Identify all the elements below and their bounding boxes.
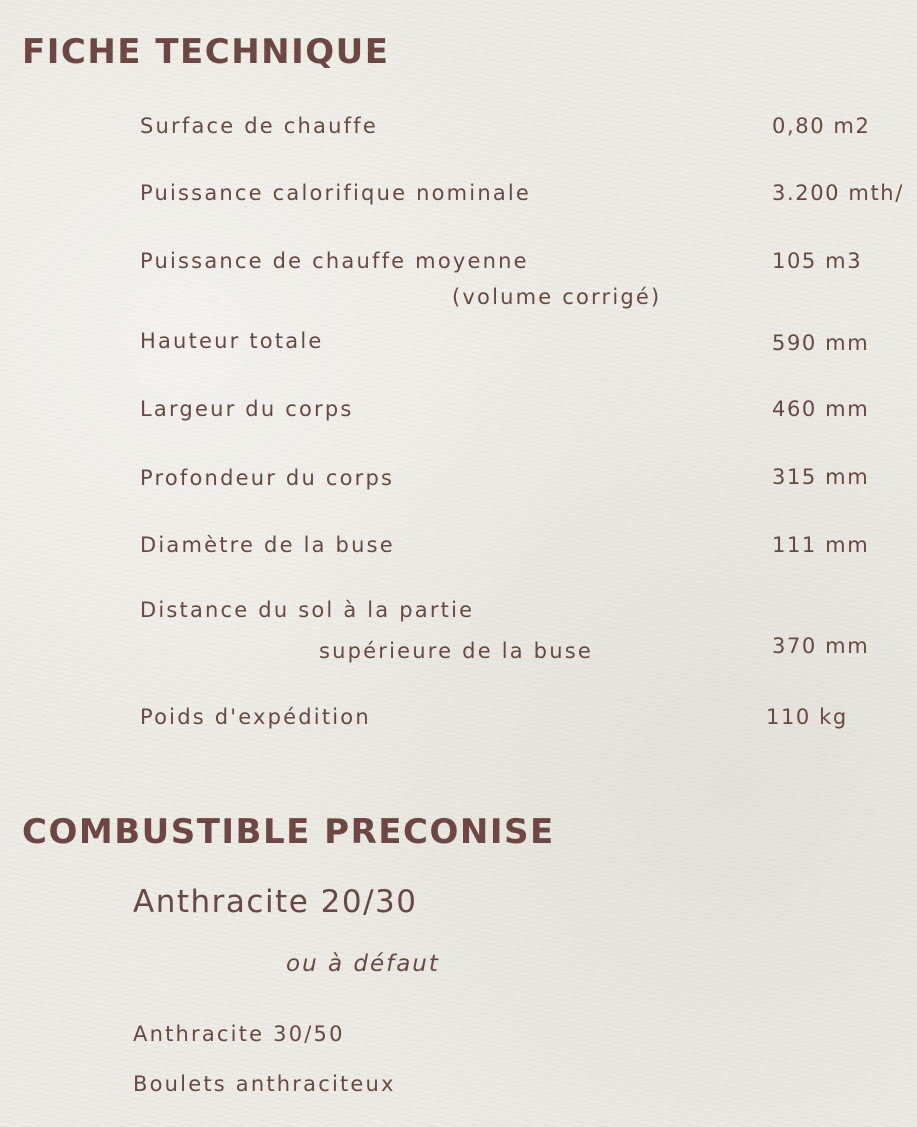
spec-value: 110 kg <box>766 705 848 729</box>
spec-sublabel: supérieure de la buse <box>319 639 593 663</box>
spec-value: 3.200 mth/ <box>772 181 904 205</box>
alternative-fuel: Anthracite 30/50 <box>133 1022 345 1046</box>
spec-value: 460 mm <box>772 397 870 421</box>
alternative-intro: ou à défaut <box>286 951 440 977</box>
spec-label: Poids d'expédition <box>140 705 371 729</box>
spec-value: 0,80 m2 <box>772 114 871 138</box>
spec-label: Puissance calorifique nominale <box>140 181 532 205</box>
spec-value: 590 mm <box>772 331 870 355</box>
combustible-heading: COMBUSTIBLE PRECONISE <box>22 812 555 852</box>
spec-label: Surface de chauffe <box>140 114 378 138</box>
spec-label: Distance du sol à la partie <box>140 598 475 622</box>
spec-label: Diamètre de la buse <box>140 533 395 557</box>
spec-label: Profondeur du corps <box>140 466 395 490</box>
spec-value: 105 m3 <box>772 249 863 273</box>
spec-value: 315 mm <box>772 465 870 489</box>
spec-label: Puissance de chauffe moyenne <box>140 249 529 273</box>
spec-label: Largeur du corps <box>140 397 354 421</box>
spec-label: Hauteur totale <box>140 329 324 353</box>
spec-value: 370 mm <box>772 634 870 658</box>
fiche-technique-heading: FICHE TECHNIQUE <box>22 32 390 72</box>
recommended-fuel: Anthracite 20/30 <box>133 884 418 920</box>
alternative-fuel: Boulets anthraciteux <box>133 1072 396 1096</box>
spec-value: 111 mm <box>772 533 870 557</box>
spec-sublabel: (volume corrigé) <box>452 285 662 309</box>
